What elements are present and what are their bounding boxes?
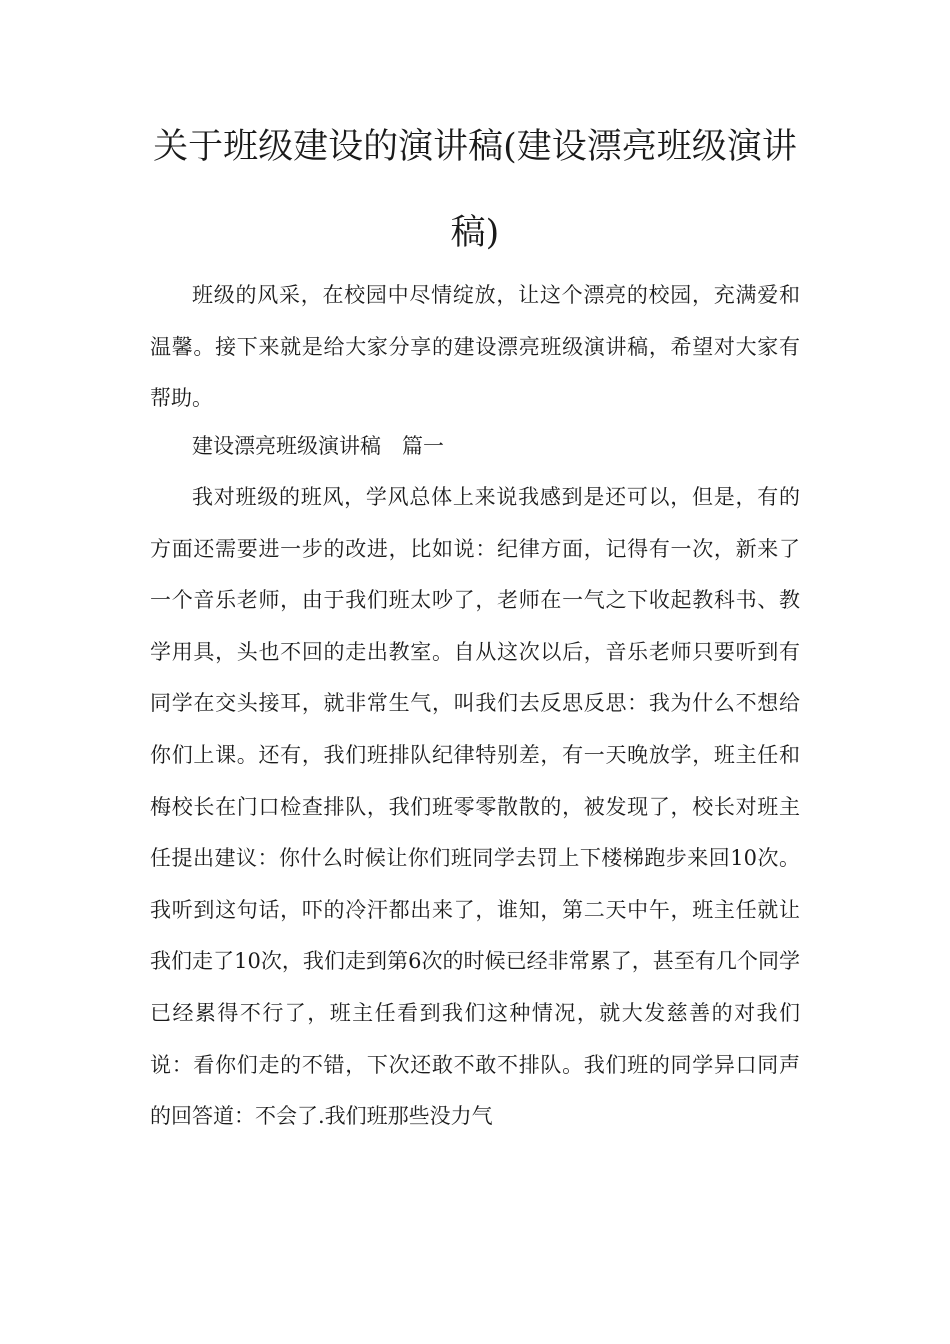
document-title: 关于班级建设的演讲稿(建设漂亮班级演讲稿)	[153, 127, 797, 253]
section-heading: 建设漂亮班级演讲稿 篇一	[192, 434, 444, 458]
body-paragraph: 我对班级的班风，学风总体上来说我感到是还可以，但是，有的方面还需要进一步的改进，比如说：纪律方面，记得有一次，新来了一个音乐老师，由于我们班太吵了，老师在一气之下收起教科书、教学用具，头也不回的走出教室。自从这次以后，音乐老师只要听到有同学在交头接耳，就非常生气，叫我们去反思反思：我为什么不想给你们上课。还有，我们班排队纪律特别差，有一天晚放学，班主任和梅校长在门口检查排队，我们班零零散散的，被发现了，校长对班主任提出建议：你什么时候让你们班同学去罚上下楼梯跑步来回10次。我听到这句话，吓的冷汗都出来了，谁知，第二天中午，班主任就让我们走了10次，我们走到第6次的时候已经非常累了，甚至有几个同学已经累得不行了，班主任看到我们这种情况，就大发慈善的对我们说：看你们走的不错，下次还敢不敢不排队。我们班的同学异口同声的回答道：不会了.我们班那些没力气	[150, 485, 800, 1129]
intro-paragraph: 班级的风采，在校园中尽情绽放，让这个漂亮的校园，充满爱和温馨。接下来就是给大家分享的建设漂亮班级演讲稿，希望对大家有帮助。	[150, 283, 800, 411]
